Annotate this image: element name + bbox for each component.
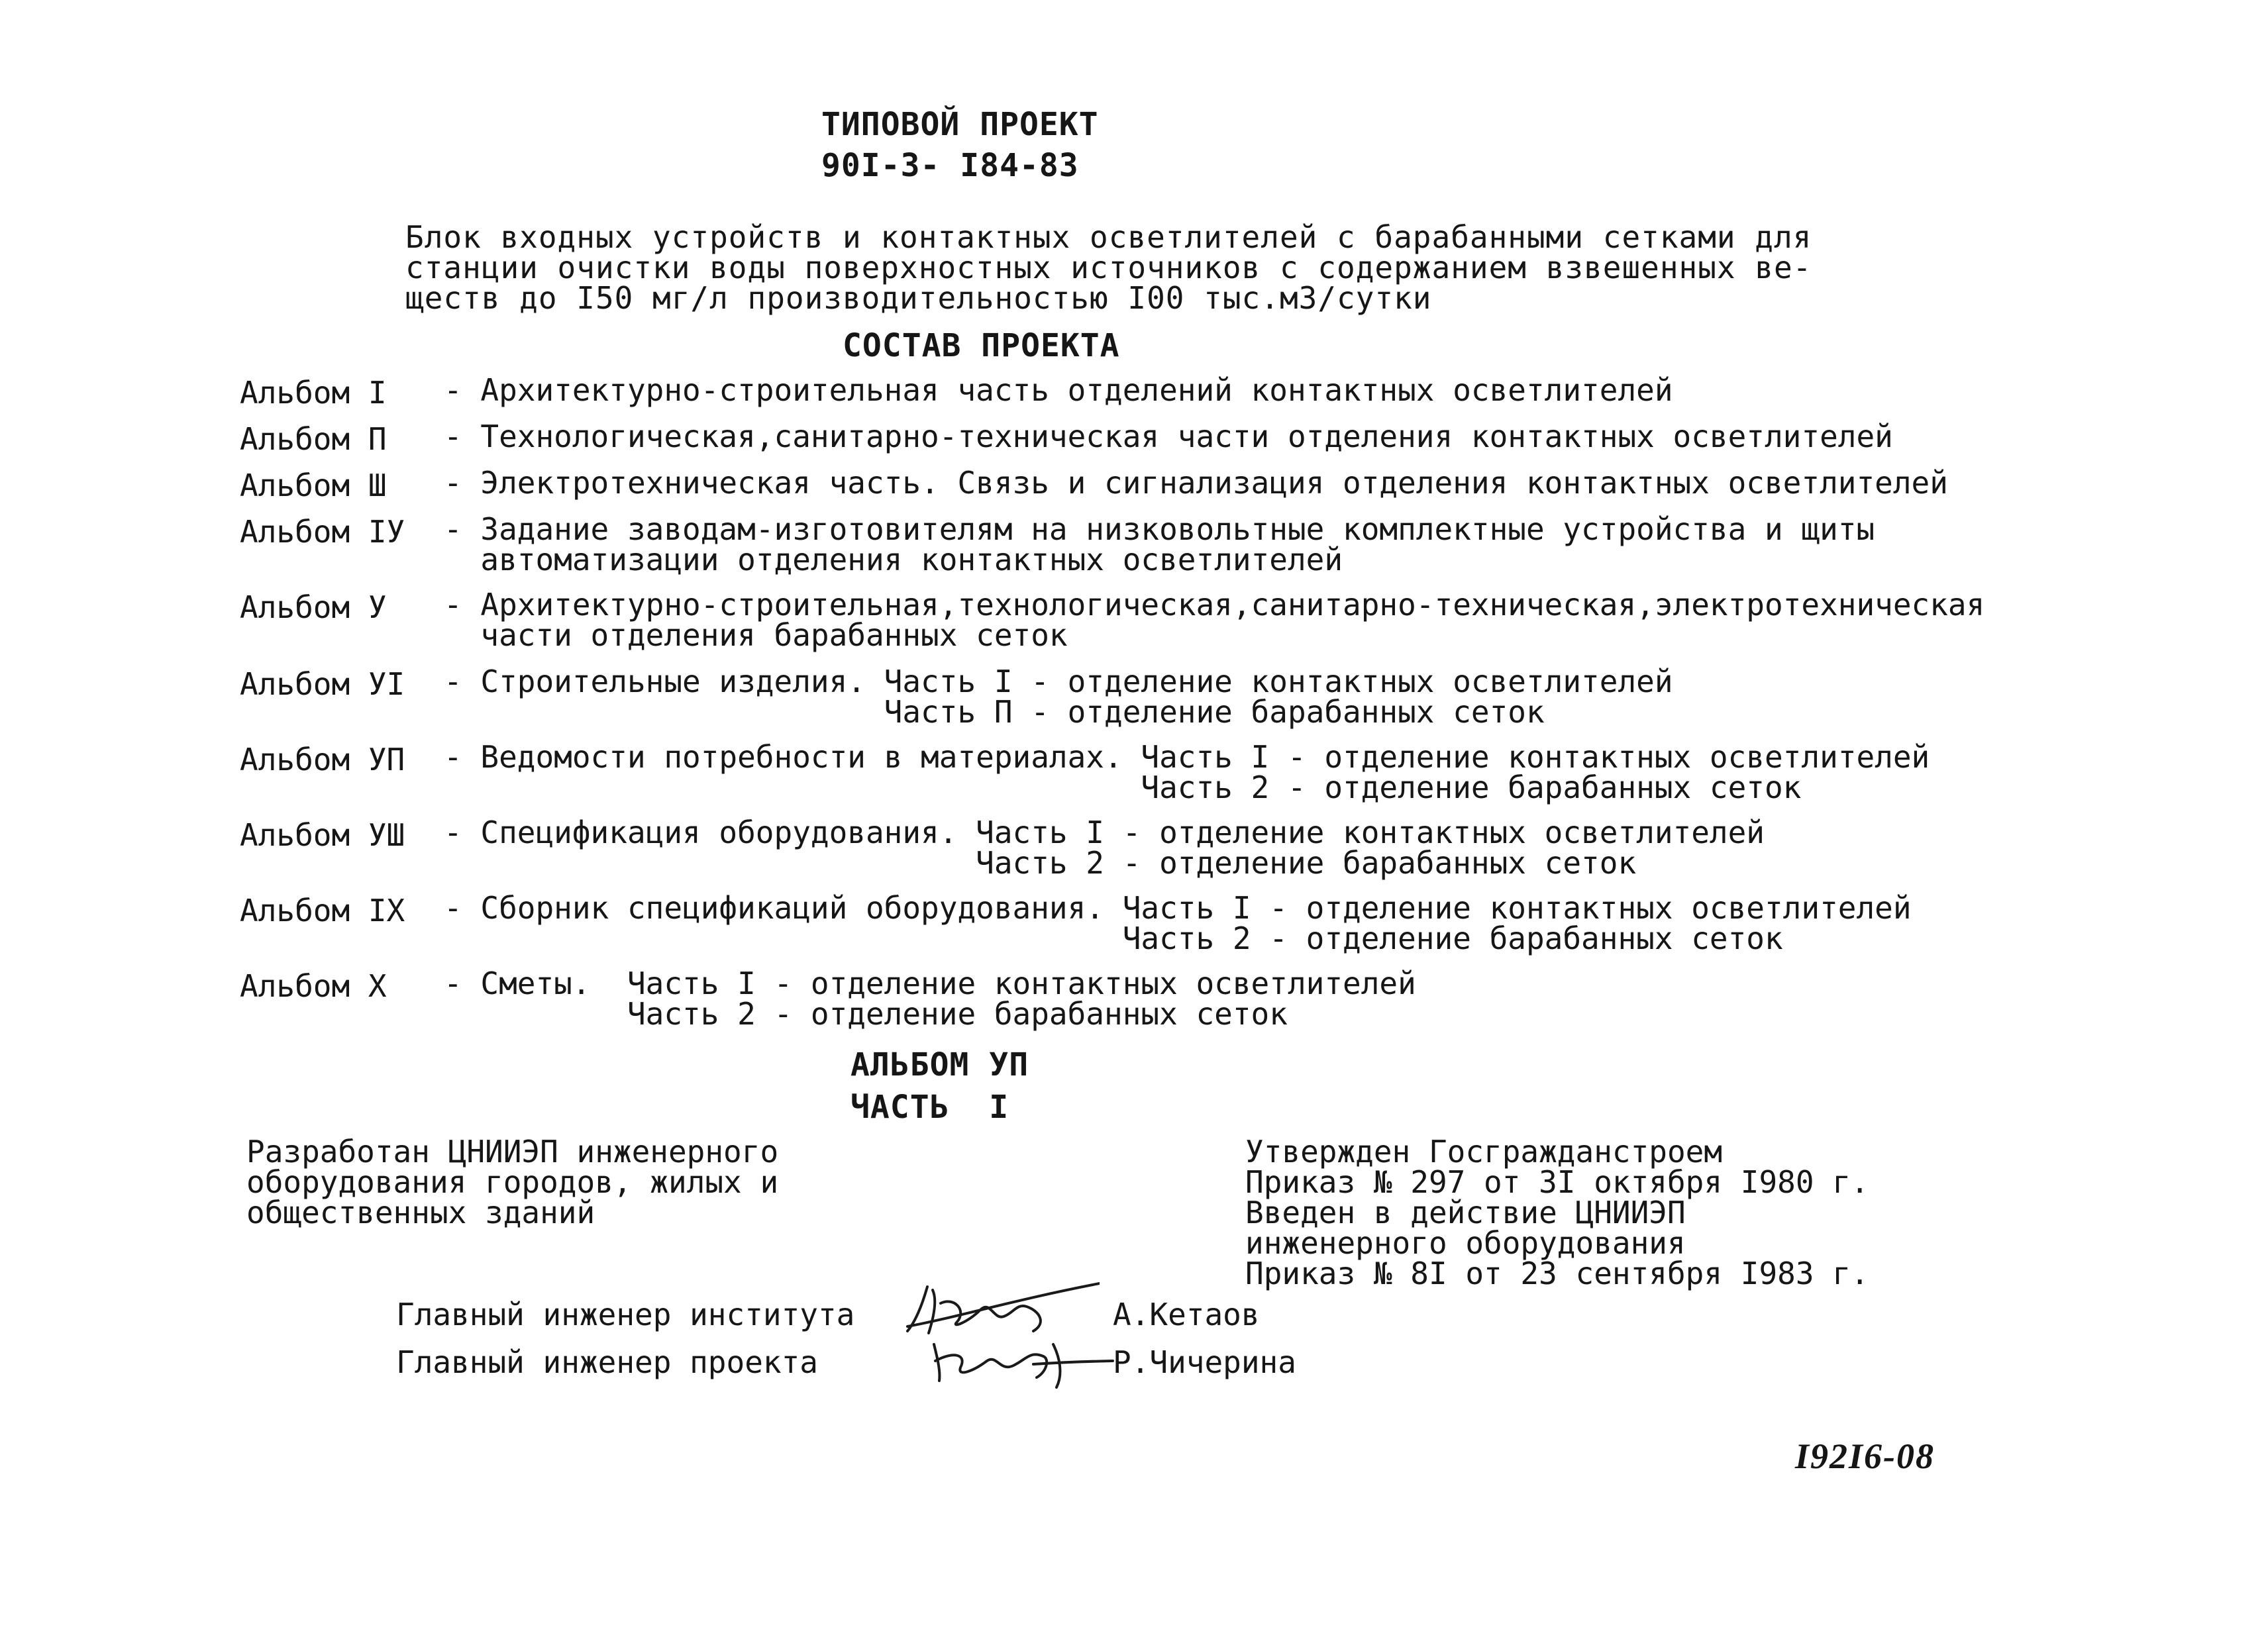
signature-handwriting-chicherina <box>921 1324 1119 1391</box>
album-label: Альбом IУ <box>240 514 405 550</box>
album-description: - Задание заводам-изготовителям на низковольтные комплектные устройства и щиты <box>444 511 1875 547</box>
signature-role-chief-institute: Главный инженер института <box>396 1297 855 1332</box>
description-line-1: Блок входных устройств и контактных осветлителей с барабанными сетками для <box>405 219 1812 255</box>
album-description-continued: Часть 2 - отделение барабанных сеток <box>444 845 1637 881</box>
album-description-continued: Часть 2 - отделение барабанных сеток <box>444 921 1783 956</box>
description-line-3: ществ до I50 мг/л производительностью I00 тыс.м3/сутки <box>405 280 1432 316</box>
album-description: - Ведомости потребности в материалах. Часть I - отделение контактных осветлителей <box>444 739 1930 775</box>
approval-line-2: Приказ № 297 от 3I октября I980 г. <box>1245 1164 1869 1200</box>
album-description-continued: Часть 2 - отделение барабанных сеток <box>444 996 1288 1032</box>
album-description: - Спецификация оборудования. Часть I - отделение контактных осветлителей <box>444 815 1765 850</box>
signature-role-chief-project: Главный инженер проекта <box>396 1344 818 1380</box>
album-description-continued: Часть П - отделение барабанных сеток <box>444 694 1545 730</box>
album-description: - Архитектурно-строительная,технологическая,санитарно-техническая,электротехническая <box>444 587 1985 622</box>
album-description-continued: Часть 2 - отделение барабанных сеток <box>444 770 1802 805</box>
album-description-continued: автоматизации отделения контактных осветлителей <box>444 542 1343 577</box>
approval-line-3: Введен в действие ЦНИИЭП <box>1245 1195 1686 1230</box>
album-label: Альбом У <box>240 589 387 625</box>
album-label: Альбом УI <box>240 666 405 702</box>
current-part-title: ЧАСТЬ I <box>850 1089 1009 1126</box>
album-label: Альбом П <box>240 421 387 457</box>
signature-name-chief-institute: А.Кетаов <box>1113 1297 1260 1332</box>
album-description: - Архитектурно-строительная часть отделений контактных осветлителей <box>444 372 1673 408</box>
album-description: - Технологическая,санитарно-техническая части отделения контактных осветлителей <box>444 419 1893 454</box>
signature-name-chief-project: Р.Чичерина <box>1113 1344 1296 1380</box>
album-label: Альбом IX <box>240 893 405 928</box>
project-type-title: ТИПОВОЙ ПРОЕКТ <box>821 106 1099 143</box>
approval-line-1: Утвержден Госгражданстроем <box>1245 1134 1723 1170</box>
project-number: 90I-3- I84-83 <box>821 147 1079 184</box>
current-album-title: АЛЬБОМ УП <box>850 1046 1029 1083</box>
developer-line-3: общественных зданий <box>246 1195 595 1230</box>
inventory-number-stamp: I92I6-08 <box>1795 1436 1935 1476</box>
album-description: - Сметы. Часть I - отделение контактных осветлителей <box>444 966 1416 1001</box>
approval-line-5: Приказ № 8I от 23 сентября I983 г. <box>1245 1256 1869 1291</box>
developer-line-1: Разработан ЦНИИЭП инженерного <box>246 1134 779 1170</box>
album-label: Альбом УШ <box>240 817 405 853</box>
album-label: Альбом X <box>240 968 387 1004</box>
album-label: Альбом Ш <box>240 468 387 503</box>
description-line-2: станции очистки воды поверхностных источников с содержанием взвешенных ве- <box>405 250 1812 285</box>
approval-line-4: инженерного оборудования <box>1245 1225 1686 1261</box>
album-label: Альбом УП <box>240 742 405 777</box>
composition-title: СОСТАВ ПРОЕКТА <box>843 327 1120 364</box>
album-description-continued: части отделения барабанных сеток <box>444 617 1068 653</box>
developer-line-2: оборудования городов, жилых и <box>246 1164 779 1200</box>
album-description: - Электротехническая часть. Связь и сигнализация отделения контактных осветлителей <box>444 465 1948 501</box>
album-description: - Строительные изделия. Часть I - отделение контактных осветлителей <box>444 664 1673 699</box>
album-description: - Сборник спецификаций оборудования. Часть I - отделение контактных осветлителей <box>444 890 1912 926</box>
album-label: Альбом I <box>240 375 387 411</box>
